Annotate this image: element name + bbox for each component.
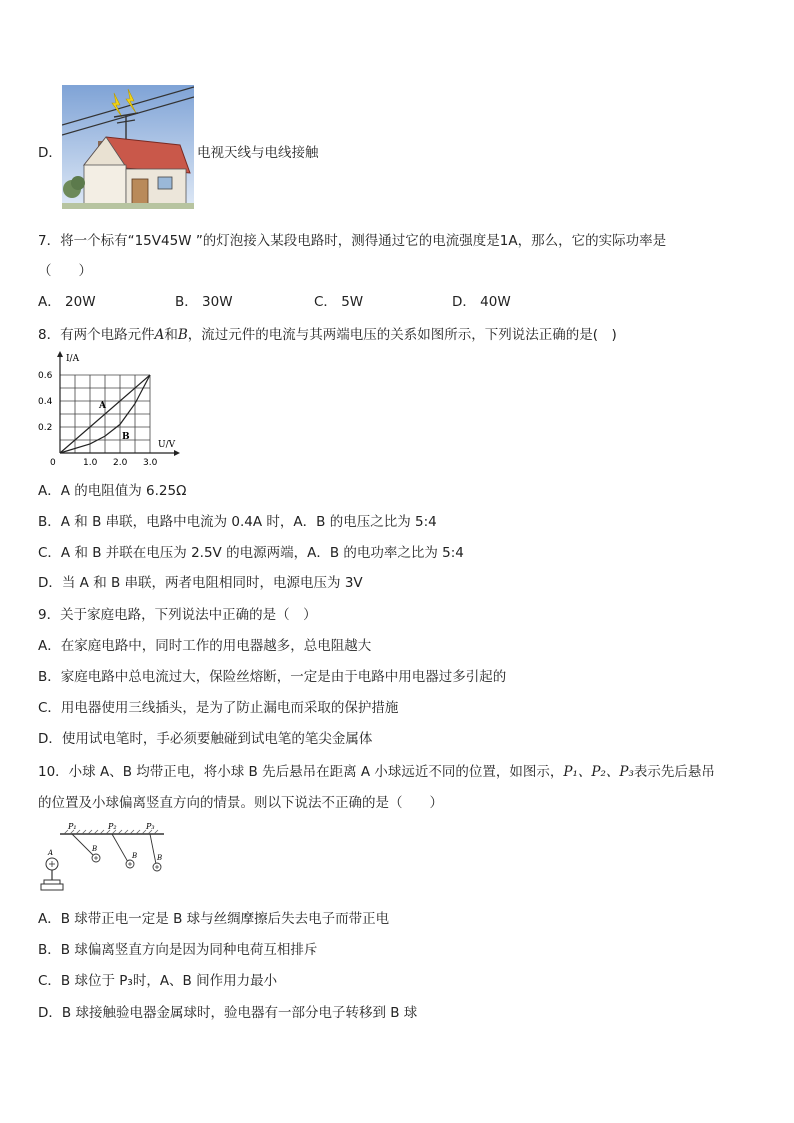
q7-option-a: A． 20W bbox=[38, 294, 96, 310]
q10-option-b: B．B 球偏离竖直方向是因为同种电荷互相排斥 bbox=[38, 942, 318, 958]
q10-option-d: D．B 球接触验电器金属球时，验电器有一部分电子转移到 B 球 bbox=[38, 1005, 418, 1021]
q8-option-c: C．A 和 B 并联在电压为 2.5V 的电源两端，A．B 的电功率之比为 5:4 bbox=[38, 545, 464, 561]
q7-option-b: B． 30W bbox=[175, 294, 233, 310]
q7-option-d: D． 40W bbox=[452, 294, 511, 310]
ball-b-label-2: B bbox=[132, 852, 138, 860]
q10-option-c: C．B 球位于 P₃时，A、B 间作用力最小 bbox=[38, 973, 278, 989]
y-tick-label: 0.4 bbox=[38, 397, 53, 407]
q9-option-b: B．家庭电路中总电流过大，保险丝熔断，一定是由于电路中用电器过多引起的 bbox=[38, 669, 507, 685]
q7-option-c: C． 5W bbox=[314, 294, 364, 310]
charged-balls-figure bbox=[38, 820, 168, 894]
series-label-b: B bbox=[122, 432, 130, 442]
q10-stem-line1: 10．小球 A、B 均带正电，将小球 B 先后悬吊在距离 A 小球远近不同的位置，如图示，P₁、P₂、P₃表示先后悬吊 bbox=[38, 764, 715, 780]
q9-stem: 9．关于家庭电路，下列说法中正确的是（ ） bbox=[38, 607, 317, 623]
series-label-a: A bbox=[99, 401, 106, 411]
y-axis-label: I/A bbox=[66, 354, 80, 364]
p1-label: P₁ bbox=[68, 822, 77, 831]
origin-label: 0 bbox=[50, 458, 56, 468]
q9-option-a: A．在家庭电路中，同时工作的用电器越多，总电阻越大 bbox=[38, 638, 372, 654]
q6-option-d-label: D． bbox=[38, 145, 62, 161]
q7-blank: （ ） bbox=[38, 263, 92, 279]
x-axis-label: U/V bbox=[158, 440, 176, 450]
ball-b-label-1: B bbox=[92, 845, 98, 853]
q8-option-d: D．当 A 和 B 串联，两者电阻相同时，电源电压为 3V bbox=[38, 575, 363, 591]
y-tick-label: 0.6 bbox=[38, 371, 53, 381]
q10-stem-line2: 的位置及小球偏离竖直方向的情景。则以下说法不正确的是（ ） bbox=[38, 795, 443, 811]
p2-label: P₂ bbox=[108, 822, 117, 831]
x-tick-label: 1.0 bbox=[83, 458, 98, 468]
x-tick-label: 3.0 bbox=[143, 458, 158, 468]
q8-var-a: A bbox=[154, 327, 165, 343]
q8-stem: 8．有两个电路元件A和B，流过元件的电流与其两端电压的关系如图所示，下列说法正确的是( ) bbox=[38, 327, 617, 343]
p3-label: P₃ bbox=[146, 822, 155, 831]
iu-graph bbox=[34, 343, 194, 473]
q6-option-d-text: 电视天线与电线接触 bbox=[197, 145, 319, 161]
ball-a-label: A bbox=[48, 849, 54, 857]
y-axis-arrow bbox=[57, 351, 63, 357]
q7-stem: 7．将一个标有“15V45W ”的灯泡接入某段电路时，测得通过它的电流强度是1A，那么，它的实际功率是 bbox=[38, 233, 667, 249]
x-tick-label: 2.0 bbox=[113, 458, 128, 468]
q8-option-b: B．A 和 B 串联，电路中电流为 0.4A 时，A．B 的电压之比为 5:4 bbox=[38, 514, 437, 530]
q8-option-a: A．A 的电阻值为 6.25Ω bbox=[38, 483, 187, 499]
q9-option-d: D．使用试电笔时，手必须要触碰到试电笔的笔尖金属体 bbox=[38, 731, 373, 747]
house-antenna-illustration bbox=[62, 85, 194, 209]
q8-var-b: B bbox=[177, 327, 188, 343]
q10-option-a: A．B 球带正电一定是 B 球与丝绸摩擦后失去电子而带正电 bbox=[38, 911, 390, 927]
q9-option-c: C．用电器使用三线插头，是为了防止漏电而采取的保护措施 bbox=[38, 700, 399, 716]
ball-b-label-3: B bbox=[157, 854, 163, 862]
y-tick-label: 0.2 bbox=[38, 423, 53, 433]
x-axis-arrow bbox=[174, 450, 180, 456]
